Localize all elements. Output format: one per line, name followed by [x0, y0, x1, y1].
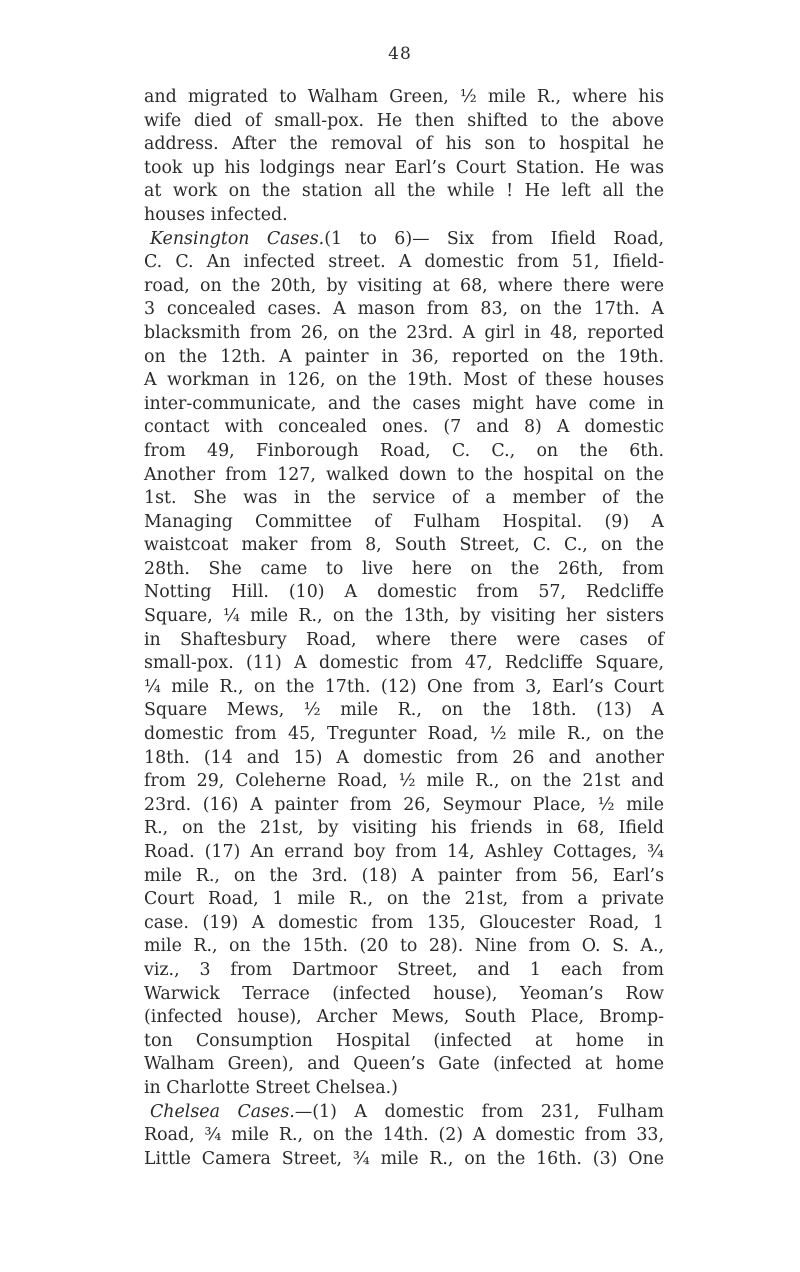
text-line: contact with concealed ones. (7 and 8) A domestic	[144, 417, 664, 438]
kensington-first-line-text: — Six from Ifield Road,	[412, 228, 665, 249]
text-line: 3 concealed cases. A mason from 83, on the 17th. A	[144, 299, 664, 320]
chelsea-cases-heading: Chelsea Cases.	[150, 1101, 295, 1122]
text-line: road, on the 20th, by visiting at 68, where there were	[144, 275, 664, 296]
text-line: 28th. She came to live here on the 26th, from	[144, 558, 664, 579]
text-line: blacksmith from 26, on the 23rd. A girl in 48, reported	[144, 322, 664, 343]
text-line: Road, ¾ mile R., on the 14th. (2) A domestic from 33,	[144, 1125, 664, 1146]
body-text	[144, 86, 664, 1171]
text-line: in Shaftesbury Road, where there were cases of	[144, 629, 664, 650]
text-line: inter-communicate, and the cases might have come in	[144, 393, 664, 414]
text-line: small-pox. (11) A domestic from 47, Redcliffe Square,	[144, 653, 664, 674]
text-line: Warwick Terrace (infected house), Yeoman’s Row	[144, 983, 664, 1004]
text-line: and migrated to Walham Green, ½ mile R., where his	[144, 87, 664, 107]
text-line: Notting Hill. (10) A domestic from 57, Redcliffe	[144, 582, 664, 603]
text-line: Square, ¼ mile R., on the 13th, by visiting her sisters	[144, 606, 664, 627]
text-line: Managing Committee of Fulham Hospital. (9) A	[144, 511, 664, 532]
text-line: from 29, Coleherne Road, ½ mile R., on the 21st and	[144, 771, 664, 792]
text-line: in Charlotte Street Chelsea.)	[144, 1077, 398, 1098]
text-line: Little Camera Street, ¾ mile R., on the 16th. (3) One	[144, 1148, 664, 1169]
text-line: Another from 127, walked down to the hospital on the	[144, 464, 664, 485]
text-line: waistcoat maker from 8, South Street, C. C., on the	[144, 535, 664, 556]
kensington-cases-heading: Kensington Cases.	[150, 228, 325, 249]
text-line: 1st. She was in the service of a member of the	[144, 488, 664, 509]
text-line: 18th. (14 and 15) A domestic from 26 and another	[144, 747, 664, 768]
text-line: case. (19) A domestic from 135, Gloucester Road, 1	[144, 912, 664, 933]
kensington-heading-line	[144, 228, 664, 252]
chelsea-first-line-text: —(1) A domestic from 231, Fulham	[294, 1101, 664, 1122]
text-line: domestic from 45, Tregunter Road, ½ mile R., on the	[144, 724, 664, 745]
text-line: Square Mews, ½ mile R., on the 18th. (13) A	[144, 700, 664, 721]
text-line: from 49, Finborough Road, C. C., on the 6th.	[144, 440, 664, 461]
text-line: (infected house), Archer Mews, South Place, Bromp-	[144, 1007, 664, 1028]
text-line: mile R., on the 15th. (20 to 28). Nine from O. S. A.,	[144, 936, 664, 957]
text-line: viz., 3 from Dartmoor Street, and 1 each from	[144, 959, 664, 980]
text-line: houses infected.	[144, 204, 288, 225]
text-line: wife died of small-pox. He then shifted to the above	[144, 110, 664, 131]
text-line: Court Road, 1 mile R., on the 21st, from a private	[144, 889, 664, 910]
text-line: ton Consumption Hospital (infected at home in	[144, 1030, 664, 1051]
text-line: Walham Green), and Queen’s Gate (infected at home	[144, 1054, 664, 1075]
text-line: Road. (17) An errand boy from 14, Ashley Cottages, ¾	[144, 842, 664, 862]
text-line: ¼ mile R., on the 17th. (12) One from 3, Earl’s Court	[144, 676, 664, 697]
text-line: 23rd. (16) A painter from 26, Seymour Place, ½ mile	[144, 794, 664, 815]
kensington-range: (1 to 6)	[324, 228, 413, 249]
text-line: A workman in 126, on the 19th. Most of these houses	[144, 370, 664, 391]
text-line: at work on the station all the while ! He left all the	[144, 181, 664, 202]
chelsea-heading-line	[144, 1101, 664, 1125]
text-line: R., on the 21st, by visiting his friends in 68, Ifield	[144, 818, 664, 839]
page-number: 48	[388, 44, 412, 64]
text-line: took up his lodgings near Earl’s Court Station. He was	[144, 157, 664, 178]
text-line: on the 12th. A painter in 36, reported on the 19th.	[144, 346, 664, 367]
text-line: mile R., on the 3rd. (18) A painter from 56, Earl’s	[144, 865, 664, 886]
text-line: C. C. An infected street. A domestic from 51, Ifield-	[144, 252, 664, 273]
text-line: address. After the removal of his son to hospital he	[144, 134, 664, 155]
